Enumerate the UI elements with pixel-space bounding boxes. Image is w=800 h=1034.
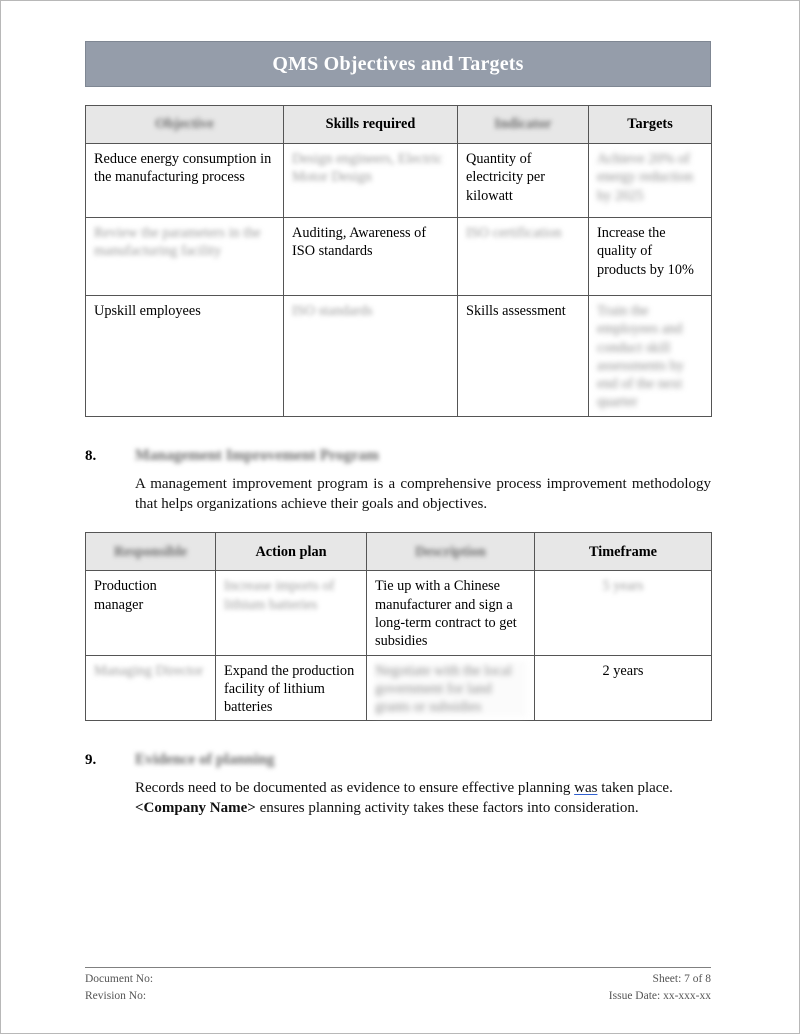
table-row xyxy=(86,144,712,218)
table-row xyxy=(86,655,712,721)
section-title: Evidence of planning xyxy=(135,751,275,769)
qms-objectives-table xyxy=(85,105,712,417)
grammar-flagged-word[interactable]: was xyxy=(574,780,598,797)
column-header-action-plan xyxy=(216,533,367,571)
cell-text: Reduce energy consumption in the manufacturing process xyxy=(94,151,272,186)
footer-revision-no: Revision No: xyxy=(85,989,147,1002)
cell-text: Production manager xyxy=(94,578,157,613)
cell-action-plan xyxy=(216,655,367,721)
cell-text: ISO certification xyxy=(466,225,562,241)
section-management-improvement-program xyxy=(85,447,711,515)
table-header-row xyxy=(86,106,712,144)
header-text: Indicator xyxy=(494,116,552,133)
page-footer xyxy=(85,967,711,1004)
header-text: Responsible xyxy=(113,543,188,560)
section-title: Management Improvement Program xyxy=(135,446,379,464)
cell-text: 5 years xyxy=(602,578,644,595)
section-number: 8. xyxy=(85,447,97,464)
cell-indicator xyxy=(458,218,589,296)
cell-text: Negotiate with the local government for land grants or subsidies xyxy=(375,662,526,717)
cell-text: Achieve 20% of energy reduction by 2025 xyxy=(597,151,694,204)
cell-text: Train the employees and conduct skill assessments by end of the next quarter xyxy=(597,303,684,411)
cell-indicator xyxy=(458,296,589,417)
column-header-timeframe xyxy=(535,533,712,571)
header-text: Skills required xyxy=(325,116,416,133)
cell-indicator xyxy=(458,144,589,218)
paragraph-text-part1: Records need to be documented as evidence to ensure effective planning xyxy=(135,780,575,797)
paragraph-text-part2: taken place. xyxy=(597,780,673,797)
table-header-row xyxy=(86,533,712,571)
header-text: Targets xyxy=(627,116,673,133)
cell-text: ISO standards xyxy=(292,303,373,319)
table-row xyxy=(86,296,712,417)
footer-right xyxy=(609,971,711,1004)
column-header-skills-required xyxy=(284,106,458,144)
cell-skills-required xyxy=(284,144,458,218)
column-header-responsible xyxy=(86,533,216,571)
cell-targets xyxy=(589,218,712,296)
section-heading xyxy=(85,751,711,769)
cell-text: Increase imports of lithium batteries xyxy=(224,578,335,613)
cell-objective xyxy=(86,296,284,417)
cell-text: Quantity of electricity per kilowatt xyxy=(466,151,545,204)
cell-text: Design engineers, Electric Motor Design xyxy=(292,151,443,186)
cell-text: Review the parameters in the manufacturing facility xyxy=(94,225,261,260)
column-header-indicator xyxy=(458,106,589,144)
header-text: Timeframe xyxy=(588,543,657,560)
page-title: QMS Objectives and Targets xyxy=(272,52,524,75)
paragraph-text-part3: ensures planning activity takes these factors into consideration. xyxy=(255,800,639,817)
column-header-objective xyxy=(86,106,284,144)
cell-text: 2 years xyxy=(602,662,644,679)
table-row xyxy=(86,571,712,655)
column-header-targets xyxy=(589,106,712,144)
cell-text: Managing Director xyxy=(94,662,204,679)
cell-skills-required xyxy=(284,296,458,417)
footer-document-no: Document No: xyxy=(85,973,154,985)
section-evidence-of-planning xyxy=(85,751,711,819)
cell-text: Skills assessment xyxy=(466,303,566,319)
cell-targets xyxy=(589,296,712,417)
footer-issue-date: Issue Date: xx-xxx-xx xyxy=(608,989,711,1002)
header-text: Objective xyxy=(155,116,214,133)
page-content xyxy=(85,41,711,819)
management-improvement-table xyxy=(85,532,712,721)
cell-description xyxy=(367,571,535,655)
cell-timeframe xyxy=(535,655,712,721)
company-name-placeholder: <Company Name> xyxy=(135,800,256,817)
cell-action-plan xyxy=(216,571,367,655)
cell-timeframe xyxy=(535,571,712,655)
header-text: Description xyxy=(415,543,486,560)
column-header-description xyxy=(367,533,535,571)
cell-responsible xyxy=(86,655,216,721)
cell-description xyxy=(367,655,535,721)
cell-text: Increase the quality of products by 10% xyxy=(597,225,694,278)
cell-text: Auditing, Awareness of ISO standards xyxy=(292,225,427,260)
section-heading xyxy=(85,447,711,465)
cell-responsible xyxy=(86,571,216,655)
section-paragraph xyxy=(135,779,711,819)
cell-targets xyxy=(589,144,712,218)
table-row xyxy=(86,218,712,296)
footer-sheet-number: Sheet: 7 of 8 xyxy=(652,973,711,985)
cell-text: Tie up with a Chinese manufacturer and sign a long-term contract to get subsidies xyxy=(375,578,517,650)
cell-text: Expand the production facility of lithium batteries xyxy=(224,662,355,716)
footer-left xyxy=(85,971,153,1004)
cell-objective xyxy=(86,144,284,218)
section-paragraph: A management improvement program is a comprehensive process improvement methodology that helps organizations achieve their goals and objectives. xyxy=(135,475,711,512)
cell-objective xyxy=(86,218,284,296)
header-text: Action plan xyxy=(255,543,327,560)
section-number: 9. xyxy=(85,752,97,769)
document-title-banner xyxy=(85,41,711,87)
cell-skills-required xyxy=(284,218,458,296)
cell-text: Upskill employees xyxy=(94,303,201,319)
